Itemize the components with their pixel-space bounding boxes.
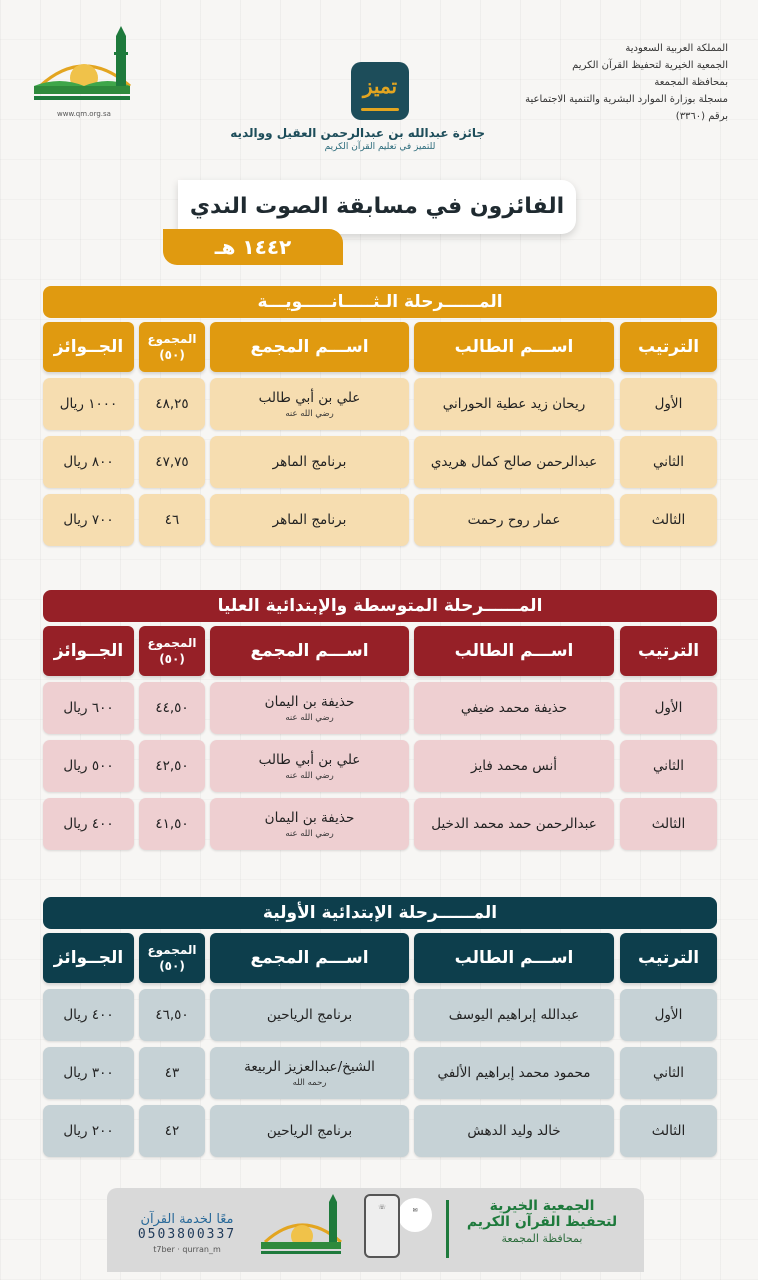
footer-slogan: معًا لخدمة القرآن (140, 1212, 234, 1227)
org-line: مسجلة بوزارة الموارد البشرية والتنمية الاجتماعية (525, 94, 728, 105)
score: ٤٤,٥٠ (155, 700, 189, 716)
col-rank: الترتيب (620, 626, 717, 676)
student-name: عبدالرحمن صالح كمال هريدي (430, 454, 598, 470)
year-badge: ١٤٤٢ هـ (163, 229, 343, 265)
section-title: المــــــرحلة الـثـــــانـــــويـــة (43, 286, 717, 318)
col-rank: الترتيب (620, 322, 717, 372)
rank: الثاني (652, 1065, 685, 1081)
table-row (43, 1105, 717, 1157)
table-row (43, 378, 717, 430)
student-name: حذيفة محمد ضيفي (460, 700, 568, 716)
rank: الثاني (652, 758, 685, 774)
table-row (43, 682, 717, 734)
complex-note: رحمه الله (292, 1077, 327, 1088)
score: ٤١,٥٠ (155, 816, 189, 832)
footer-org-line: بمحافظة المجمعة (501, 1232, 583, 1245)
association-logo (30, 26, 138, 118)
org-line: الجمعية الخيرية لتحفيظ القرآن الكريم (572, 60, 728, 71)
student-name: عبدالرحمن حمد محمد الدخيل (431, 816, 597, 832)
col-score: المجموع (٥٠) (139, 322, 205, 372)
footer-divider (446, 1200, 449, 1258)
award-logo (230, 62, 485, 152)
award-name: جائزة عبدالله بن عبدالرحمن العقيل ووالديه (230, 126, 485, 140)
complex-note: رضي الله عنه (285, 408, 334, 419)
col-complex: اســـم المجمع (210, 626, 409, 676)
org-line: المملكة العربية السعودية (625, 43, 728, 54)
complex-note: رضي الله عنه (285, 828, 334, 839)
complex-name: الشيخ/عبدالعزيز الربيعة (244, 1058, 375, 1075)
score: ٤٢,٥٠ (155, 758, 189, 774)
rank: الأول (654, 1007, 683, 1023)
prize: ٥٠٠ ريال (63, 758, 114, 774)
org-info (488, 40, 728, 125)
footer-handles: t7ber · qurran_m (153, 1245, 221, 1254)
complex-name: حذيفة بن اليمان (264, 693, 355, 710)
col-prize: الجــوائز (43, 933, 134, 983)
table-row (43, 989, 717, 1041)
student-name: خالد وليد الدهش (467, 1123, 561, 1139)
rank: الأول (654, 396, 683, 412)
complex-name: علي بن أبي طالب (258, 751, 361, 768)
footer-phone: 0503800337 (137, 1227, 237, 1242)
complex-name: برنامج الماهر (272, 512, 347, 528)
page-title: الفائزون في مسابقة الصوت الندي (178, 180, 576, 234)
footer-org (462, 1198, 622, 1245)
col-student: اســـم الطالب (414, 626, 614, 676)
section-title: المــــــرحلة الإبتدائية الأولية (43, 897, 717, 929)
section-primary (43, 897, 717, 1157)
col-rank: الترتيب (620, 933, 717, 983)
section-intermediate (43, 590, 717, 850)
org-line: برقم (٣٣٦٠) (675, 111, 728, 122)
score: ٤٢ (164, 1123, 180, 1139)
score: ٤٧,٧٥ (155, 454, 189, 470)
col-prize: الجــوائز (43, 322, 134, 372)
award-emblem-icon: تميز (351, 62, 409, 120)
col-prize: الجــوائز (43, 626, 134, 676)
col-student: اســـم الطالب (414, 322, 614, 372)
rank: الثالث (651, 512, 686, 528)
col-student: اســـم الطالب (414, 933, 614, 983)
prize: ٤٠٠ ريال (63, 816, 114, 832)
student-name: أنس محمد فايز (471, 758, 557, 774)
chat-bubble-icon: ✉ (398, 1198, 432, 1232)
prize: ٤٠٠ ريال (63, 1007, 114, 1023)
org-line: بمحافظة المجمعة (654, 77, 728, 88)
col-complex: اســـم المجمع (210, 322, 409, 372)
col-complex: اســـم المجمع (210, 933, 409, 983)
student-name: عبدالله إبراهيم اليوسف (448, 1007, 580, 1023)
student-name: عمار روح رحمت (467, 512, 561, 528)
rank: الأول (654, 700, 683, 716)
table-row (43, 798, 717, 850)
student-name: محمود محمد إبراهيم الألفي (437, 1065, 591, 1081)
prize: ٢٠٠ ريال (63, 1123, 114, 1139)
complex-note: رضي الله عنه (285, 712, 334, 723)
score: ٤٦,٥٠ (155, 1007, 189, 1023)
column-headers (43, 322, 717, 372)
complex-name: برنامج الرياحين (266, 1007, 353, 1023)
footer-org-line: الجمعية الخيرية (489, 1198, 595, 1214)
prize: ٦٠٠ ريال (63, 700, 114, 716)
student-name: ريحان زيد عطية الحوراني (442, 396, 586, 412)
prize: ٧٠٠ ريال (63, 512, 114, 528)
table-row (43, 1047, 717, 1099)
section-secondary (43, 286, 717, 546)
complex-name: برنامج الرياحين (266, 1123, 353, 1139)
col-score: المجموع (٥٠) (139, 933, 205, 983)
table-row (43, 436, 717, 488)
website: www.qm.org.sa (57, 110, 111, 118)
score: ٤٦ (164, 512, 180, 528)
col-score: المجموع (٥٠) (139, 626, 205, 676)
prize: ١٠٠٠ ريال (59, 396, 118, 412)
table-row (43, 494, 717, 546)
complex-name: علي بن أبي طالب (258, 389, 361, 406)
footer-org-line: لتحفيظ القرآن الكريم (466, 1214, 618, 1230)
association-footer-logo-icon (257, 1194, 347, 1264)
rank: الثالث (651, 1123, 686, 1139)
complex-name: حذيفة بن اليمان (264, 809, 355, 826)
mosque-minaret-icon (30, 26, 138, 108)
score: ٤٨,٢٥ (155, 396, 189, 412)
section-title: المــــــرحلة المتوسطة والإبتدائية العليا (43, 590, 717, 622)
phone-icon: ☏ (364, 1194, 400, 1258)
complex-name: برنامج الماهر (272, 454, 347, 470)
score: ٤٣ (164, 1065, 180, 1081)
footer (107, 1188, 644, 1272)
prize: ٨٠٠ ريال (63, 454, 114, 470)
column-headers (43, 626, 717, 676)
complex-note: رضي الله عنه (285, 770, 334, 781)
award-subtitle: للتميز في تعليم القرآن الكريم (324, 142, 436, 152)
table-row (43, 740, 717, 792)
footer-contact (127, 1212, 247, 1254)
column-headers (43, 933, 717, 983)
rank: الثالث (651, 816, 686, 832)
prize: ٣٠٠ ريال (63, 1065, 114, 1081)
rank: الثاني (652, 454, 685, 470)
